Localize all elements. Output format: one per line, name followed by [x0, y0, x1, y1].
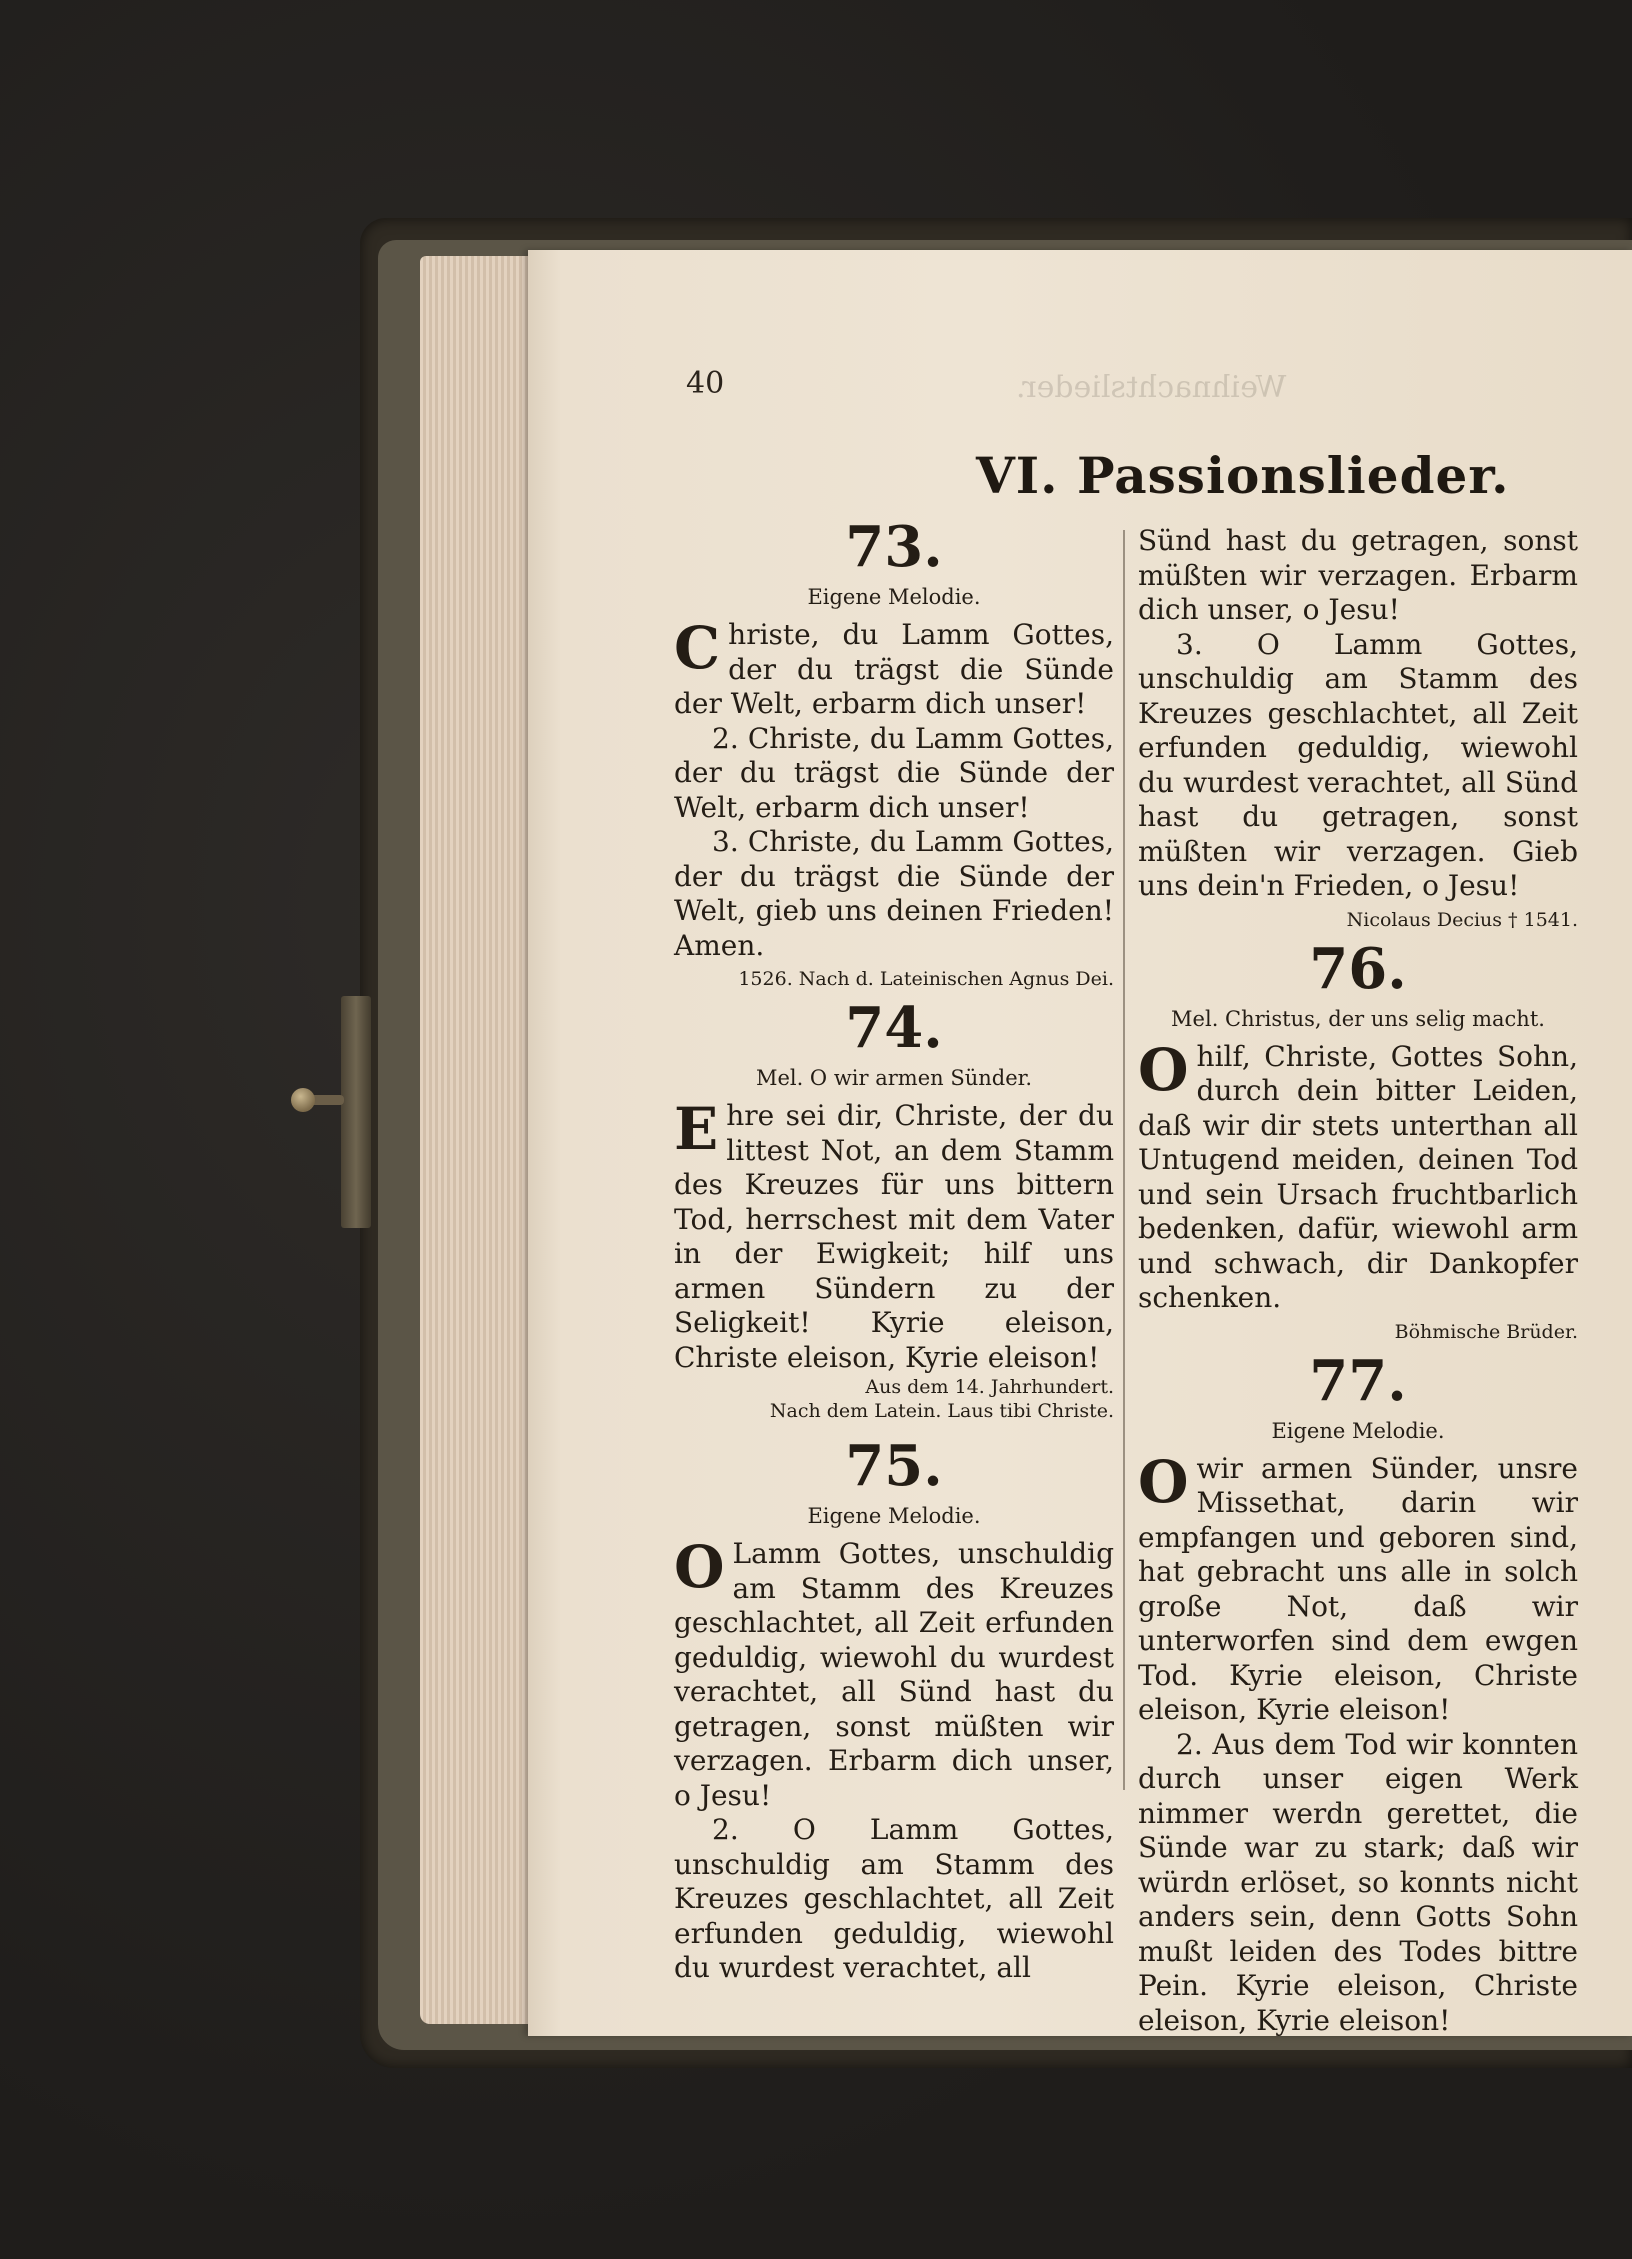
hymn-73-verse-2: 2. Christe, du Lamm Gottes, der du trägst die Sünde der Welt, erbarm dich unser! — [674, 721, 1114, 824]
clasp-plate — [341, 996, 371, 1228]
hymn-76-attribution: Böhmische Brüder. — [1394, 1320, 1578, 1343]
column-divider — [1123, 530, 1125, 1790]
hymn-77-verse-2: 2. Aus dem Tod wir konnten durch unser eigen Werk nimmer werdn gerettet, die Sünde war zu stark; daß wir würdn erlöset, so konnts nicht anders sein, denn Gotts Sohn mußt leiden des Todes bittre Pein. Kyrie eleison, Christe eleison, Kyrie eleison! — [1138, 1727, 1578, 2037]
hymn-74-initial: E — [674, 1095, 719, 1163]
hymn-74-verse-1-text: hre sei dir, Christe, der du littest Not, an dem Stamm des Kreuzes für uns bittern Tod, herrschest mit dem Vater in der Ewigkeit; hilf uns armen Sündern zu der Seligkeit! Kyrie eleison, Christe eleison, Kyrie eleison! — [674, 1099, 1114, 1374]
left-column — [674, 514, 1114, 1986]
hymn-75-verse-1 — [674, 1533, 1114, 1813]
hymn-75-verse-1-text: Lamm Gottes, unschuldig am Stamm des Kreuzes geschlachtet, all Zeit erfunden geduldig, wiewohl du wurdest verachtet, all Sünd hast du getragen, sonst müßten wir verzagen. Erbarm dich unser, o Jesu! — [674, 1537, 1114, 1812]
hymn-75-melody: Eigene Melodie. — [807, 1504, 981, 1528]
hymn-75-verse-2: 2. O Lamm Gottes, unschuldig am Stamm des Kreuzes geschlachtet, all Zeit erfunden geduldig, wiewohl du wurdest verachtet, all — [674, 1813, 1114, 1984]
hymn-73-verse-1-text: hriste, du Lamm Gottes, der du trägst die Sünde der Welt, erbarm dich unser! — [674, 618, 1114, 720]
hymn-76-initial: O — [1138, 1035, 1189, 1104]
hymn-75-attribution: Nicolaus Decius † 1541. — [1346, 908, 1578, 931]
right-column — [1138, 524, 1578, 2038]
hymn-75-verse-2-continued: Sünd hast du getragen, sonst müßten wir verzagen. Erbarm dich unser, o Jesu! — [1138, 524, 1578, 626]
hymn-77-number: 77. — [1309, 1347, 1407, 1414]
page-number: 40 — [686, 366, 725, 401]
hymn-74-attribution-2: Nach dem Latein. Laus tibi Christe. — [769, 1400, 1114, 1422]
hymn-73-number: 73. — [845, 514, 943, 580]
hymn-73-melody: Eigene Melodie. — [807, 585, 981, 609]
hymn-74-attribution-1: Aus dem 14. Jahrhundert. — [865, 1376, 1114, 1398]
hymn-77-verse-1-text: wir armen Sünder, unsre Missethat, darin wir empfangen und geboren sind, hat gebracht uns alle in solch große Not, daß wir unterworfen sind dem ewgen Tod. Kyrie eleison, Christe eleison, Kyrie eleison! — [1138, 1451, 1578, 1726]
hymn-77-initial: O — [1138, 1447, 1189, 1516]
hymn-73-verse-1 — [674, 614, 1114, 722]
hymn-75-verse-3: 3. O Lamm Gottes, unschuldig am Stamm des Kreuzes geschlachtet, all Zeit erfunden geduldig, wiewohl du wurdest verachtet, all Sünd hast du getragen, sonst müßten wir verzagen. Gieb uns dein'n Frieden, o Jesu! — [1138, 627, 1578, 902]
hymn-74-melody: Mel. O wir armen Sünder. — [755, 1066, 1033, 1090]
hymn-76-number: 76. — [1309, 935, 1407, 1002]
section-title: VI. Passionslieder. — [976, 446, 1510, 505]
hymn-75-initial: O — [674, 1533, 725, 1601]
hymn-76-verse-1 — [1138, 1035, 1578, 1316]
hymn-77-melody: Eigene Melodie. — [1271, 1418, 1445, 1443]
hymn-75-number: 75. — [845, 1433, 943, 1499]
hymn-74-number: 74. — [845, 995, 943, 1061]
hymn-76-melody: Mel. Christus, der uns selig macht. — [1171, 1006, 1545, 1031]
hymn-77-verse-1 — [1138, 1447, 1578, 1728]
hymn-73-verse-3: 3. Christe, du Lamm Gottes, der du trägst die Sünde der Welt, gieb uns deinen Frieden! Amen. — [674, 825, 1114, 962]
clasp-knob-icon — [291, 1088, 315, 1112]
hymn-74-verse-1 — [674, 1095, 1114, 1375]
hymn-73-attribution: 1526. Nach d. Lateinischen Agnus Dei. — [738, 968, 1114, 990]
running-head-bleedthrough: Weihnachtslieder. — [1016, 370, 1287, 405]
hymn-73-initial: C — [674, 614, 721, 682]
hymn-76-verse-1-text: hilf, Christe, Gottes Sohn, durch dein bitter Leiden, daß wir dir stets unterthan all Untugend meiden, deinen Tod und sein Ursach fruchtbarlich bedenken, dafür, wiewohl arm und schwach, dir Dankopfer schenken. — [1138, 1039, 1578, 1314]
